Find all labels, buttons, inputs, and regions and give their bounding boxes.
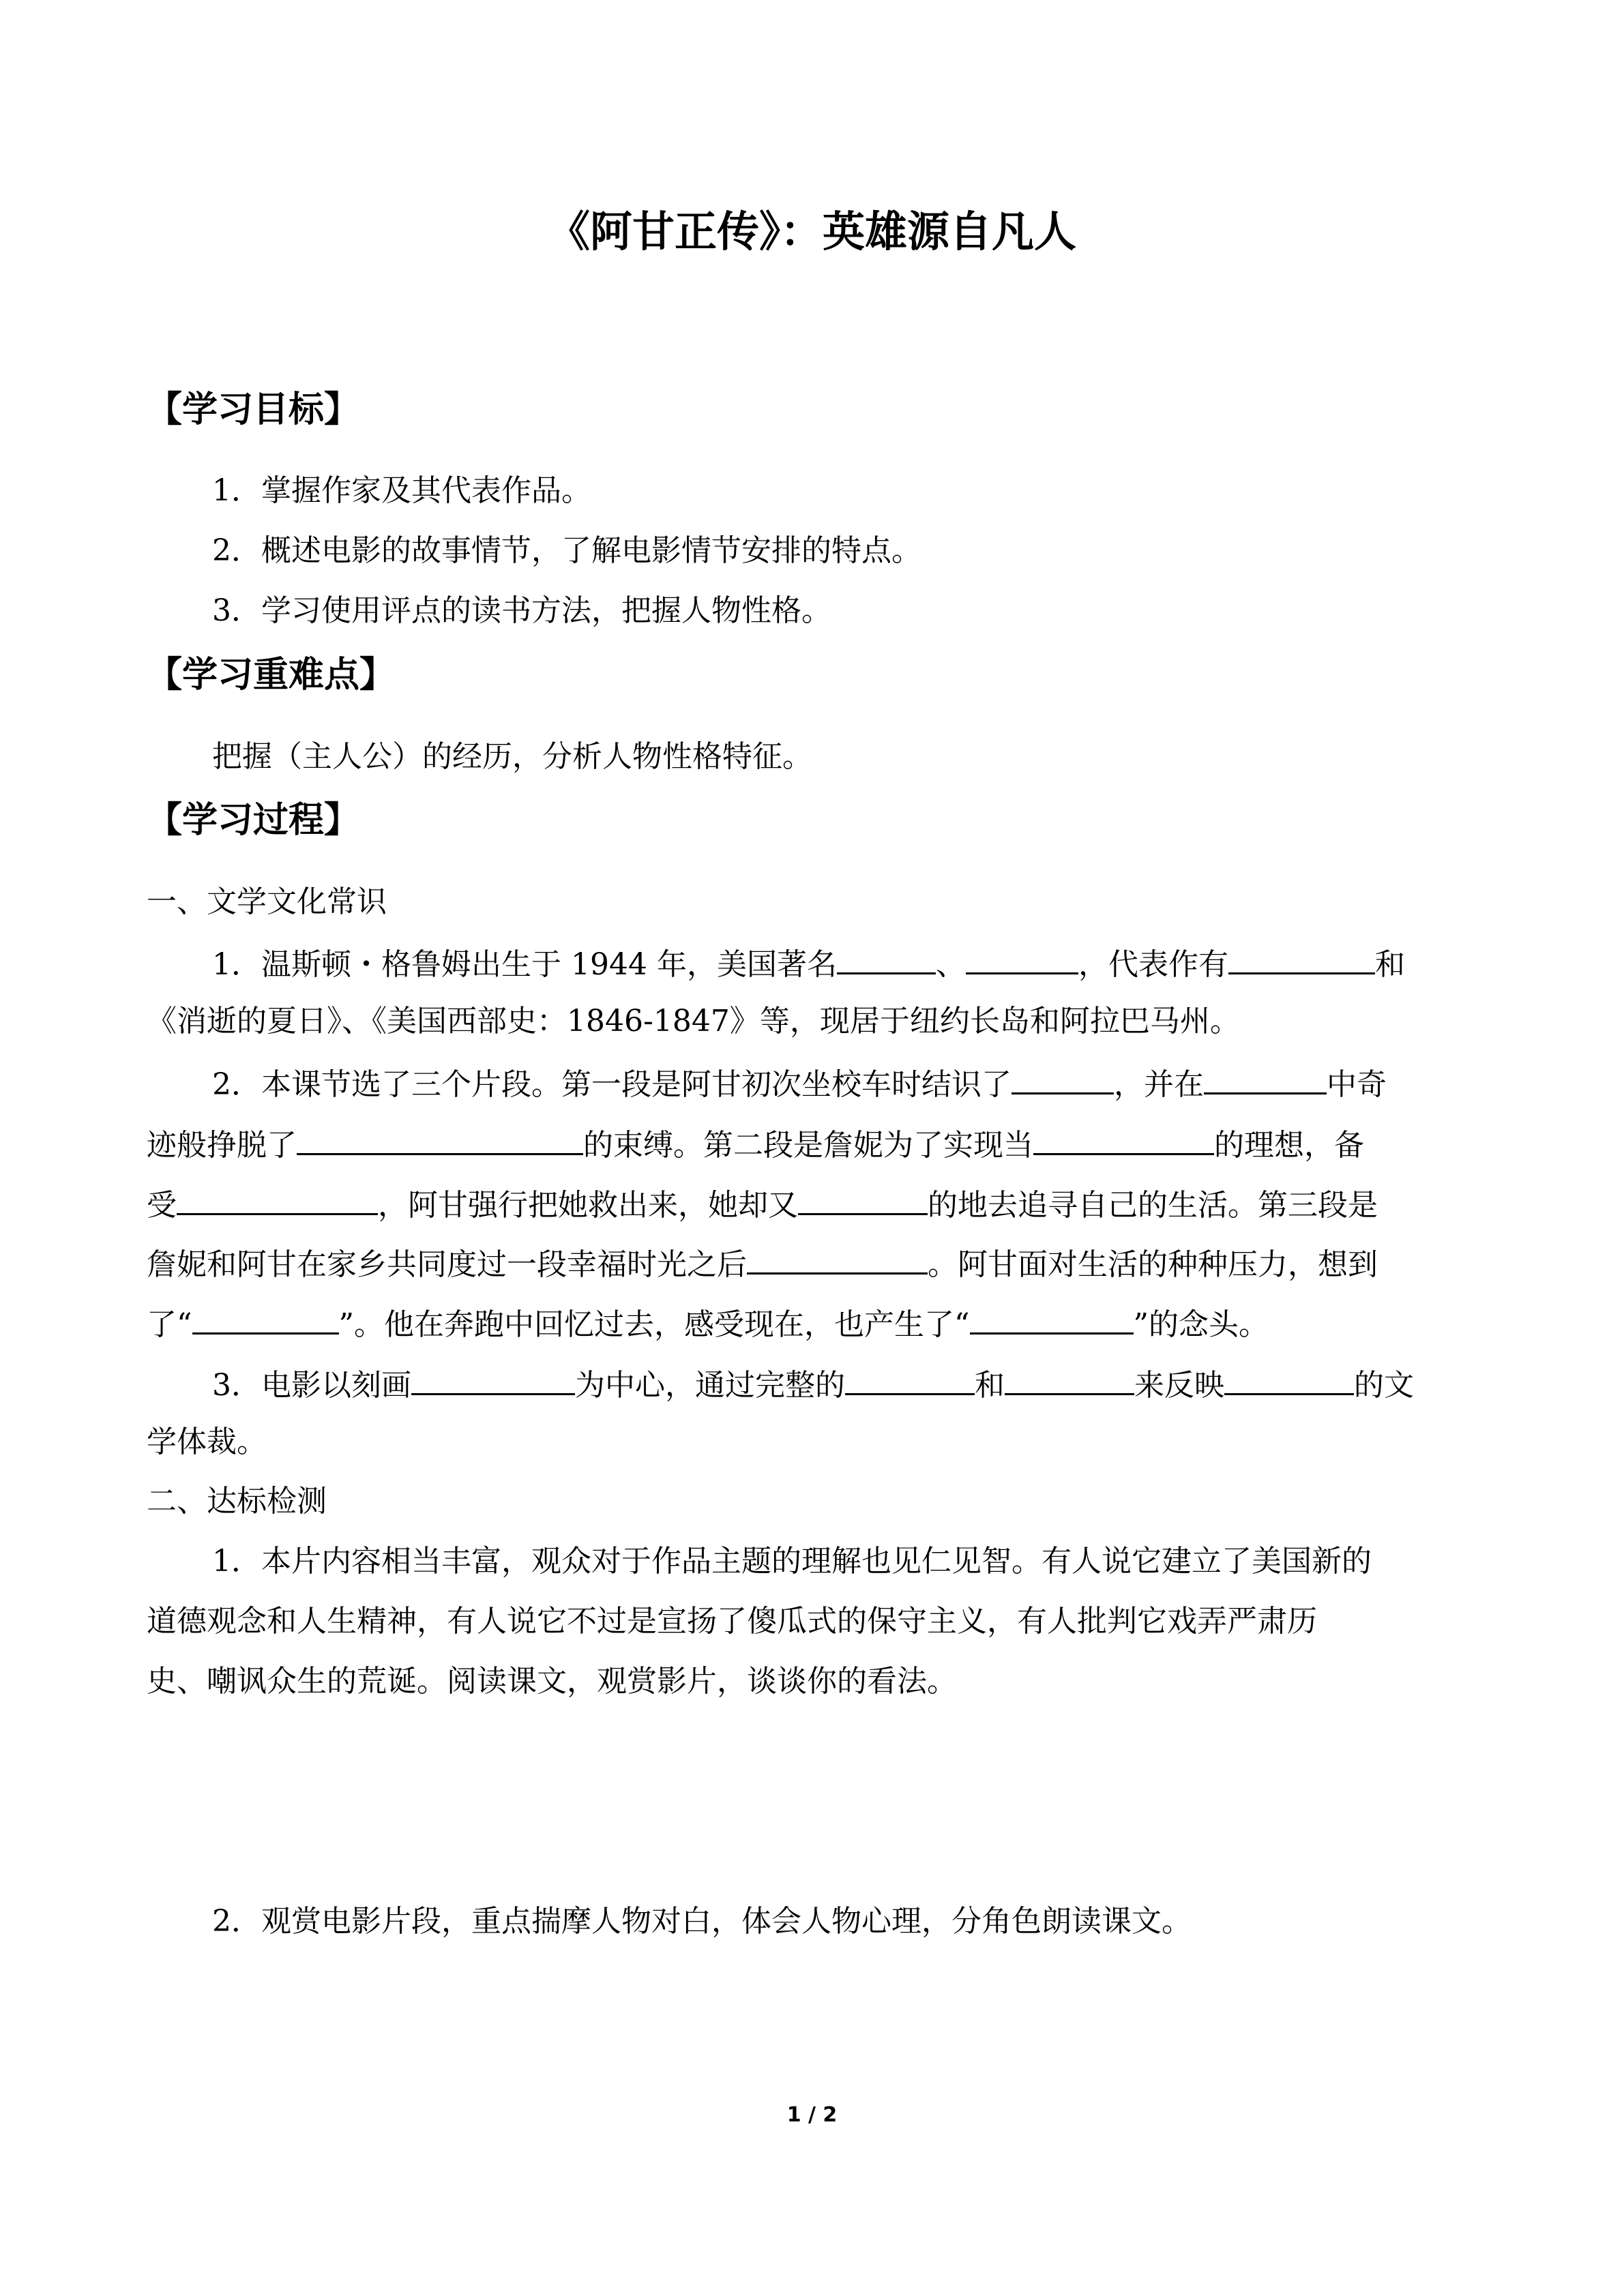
answer-blank[interactable]: [1033, 1122, 1214, 1155]
answer-blank[interactable]: [411, 1362, 575, 1395]
answer-blank[interactable]: [177, 1182, 378, 1215]
answer-blank[interactable]: [297, 1122, 583, 1155]
answer-blank[interactable]: [747, 1241, 928, 1274]
part1-q2-line4: 詹妮和阿甘在家乡共同度过一段幸福时光之后 。阿甘面对生活的种种压力，想到: [147, 1241, 1378, 1285]
answer-blank[interactable]: [970, 1301, 1134, 1335]
answer-blank[interactable]: [845, 1362, 975, 1395]
part2-q1-line1: 1．本片内容相当丰富，观众对于作品主题的理解也见仁见智。有人说它建立了美国新的: [212, 1544, 1372, 1579]
part1-q2-line1: 2．本课节选了三个片段。第一段是阿甘初次坐校车时结识了 ，并在 中奇: [212, 1061, 1387, 1105]
answer-blank[interactable]: [1204, 1061, 1327, 1094]
answer-blank[interactable]: [1224, 1362, 1354, 1395]
part1-q2-line5: 了“ ”。他在奔跑中回忆过去，感受现在，也产生了“ ”的念头。: [147, 1301, 1269, 1345]
key-points-heading: 【学习重难点】: [147, 655, 396, 696]
part1-q2-line2: 迹般挣脱了 的束缚。第二段是詹妮为了实现当 的理想，备: [147, 1122, 1364, 1166]
page-number: 1 / 2: [786, 2103, 838, 2127]
part1-q3-line1: 3．电影以刻画 为中心，通过完整的 和 来反映 的文: [212, 1362, 1414, 1406]
key-points-text: 把握（主人公）的经历，分析人物性格特征。: [212, 739, 812, 774]
part2-q2: 2．观赏电影片段，重点揣摩人物对白，体会人物心理，分角色朗读课文。: [212, 1904, 1192, 1939]
objective-item: 2．概述电影的故事情节，了解电影情节安排的特点。: [212, 533, 921, 568]
answer-blank[interactable]: [837, 941, 936, 974]
part2-heading: 二、达标检测: [147, 1484, 327, 1519]
part1-q1-line1: 1．温斯顿・格鲁姆出生于 1944 年，美国著名 、 ，代表作有 和: [212, 941, 1405, 985]
answer-blank[interactable]: [1005, 1362, 1134, 1395]
objectives-heading: 【学习目标】: [147, 389, 360, 430]
answer-blank[interactable]: [1012, 1061, 1114, 1094]
answer-blank[interactable]: [192, 1301, 339, 1335]
part2-q1-line3: 史、嘲讽众生的荒诞。阅读课文，观赏影片，谈谈你的看法。: [147, 1664, 957, 1699]
objective-item: 1．掌握作家及其代表作品。: [212, 473, 591, 508]
answer-blank[interactable]: [1228, 941, 1375, 974]
process-heading: 【学习过程】: [147, 800, 360, 841]
part1-q1-line2: 《消逝的夏日》、《美国西部史：1846-1847》等，现居于纽约长岛和阿拉巴马州。: [147, 1004, 1240, 1039]
answer-blank[interactable]: [966, 941, 1078, 974]
answer-blank[interactable]: [798, 1182, 928, 1215]
page-title: 《阿甘正传》：英雄源自凡人: [547, 207, 1076, 256]
part2-q1-line2: 道德观念和人生精神，有人说它不过是宣扬了傻瓜式的保守主义，有人批判它戏弄严肃历: [147, 1604, 1317, 1639]
part1-q2-line3: 受 ，阿甘强行把她救出来，她却又 的地去追寻自己的生活。第三段是: [147, 1182, 1378, 1226]
part1-heading: 一、文学文化常识: [147, 884, 387, 919]
objective-item: 3．学习使用评点的读书方法，把握人物性格。: [212, 593, 831, 628]
part1-q3-line2: 学体裁。: [147, 1425, 267, 1459]
